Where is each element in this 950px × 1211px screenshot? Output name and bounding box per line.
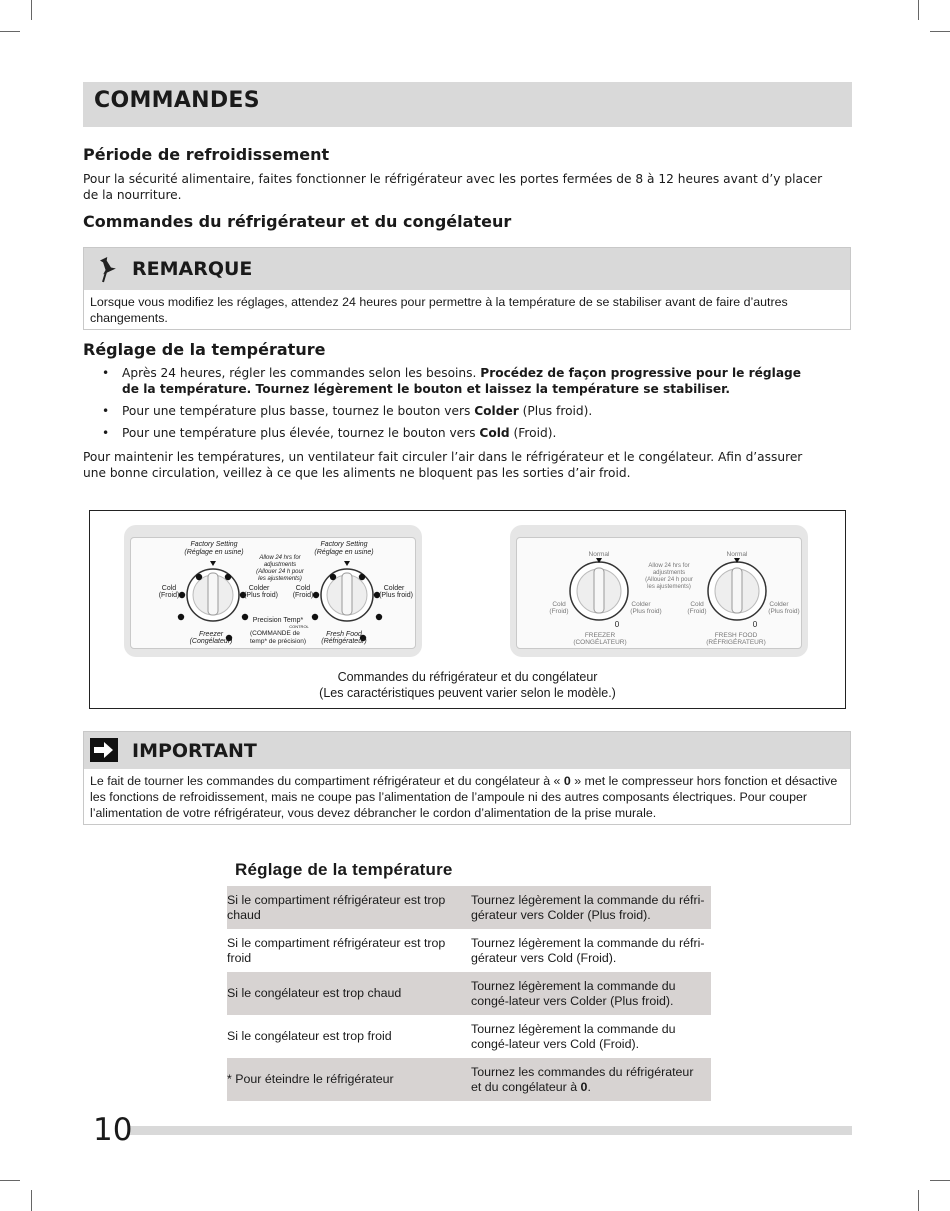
action-text: . <box>587 1080 591 1094</box>
table-row <box>227 1058 711 1101</box>
pushpin-icon <box>98 256 120 288</box>
page-title: COMMANDES <box>94 88 260 113</box>
note-header <box>84 248 850 290</box>
bullet-bold-text: Cold <box>479 426 510 440</box>
table-row <box>227 929 711 972</box>
zero-label: 0 <box>752 620 758 629</box>
factory-setting-label: Factory Setting <box>190 541 238 548</box>
bullet-text: Pour une température plus basse, tournez le bouton vers <box>122 404 475 418</box>
table-cell-condition: Si le compartiment réfrigérateur est trop chaud <box>227 886 465 929</box>
temperature-bullets <box>100 365 820 447</box>
temperature-heading: Réglage de la température <box>83 340 326 359</box>
colder-label: (Plus froid) <box>379 592 413 599</box>
cold-label: Cold <box>690 601 704 608</box>
footer-bar <box>128 1126 852 1135</box>
table-cell-condition: * Pour éteindre le réfrigérateur <box>227 1058 465 1101</box>
arrow-right-icon <box>90 738 118 766</box>
colder-label: Colder <box>769 601 789 608</box>
bullet-bold-text: Colder <box>474 404 519 418</box>
list-item <box>100 425 820 441</box>
colder-label: Colder <box>248 585 270 592</box>
bullet-text: (Froid). <box>509 426 557 440</box>
factory-setting-label: (Réglage en usine) <box>184 549 244 556</box>
bullet-text: Après 24 heures, régler les commandes selon les besoins. <box>122 366 481 380</box>
fresh-food-label: (RÉFRIGÉRATEUR) <box>706 639 766 646</box>
allow-label: Allow 24 hrs for adjustments <box>259 555 301 568</box>
precision-label: CONTROL <box>289 624 309 629</box>
freezer-label: (Congélateur) <box>189 638 233 645</box>
table-row <box>227 1015 711 1058</box>
table-cell-action: Tournez légèrement la commande du congé-lateur vers Colder (Plus froid). <box>465 972 711 1015</box>
table-title: Réglage de la température <box>235 860 453 879</box>
cold-label: (Froid) <box>158 592 180 599</box>
cooling-text: Pour la sécurité alimentaire, faites fonctionner le réfrigérateur avec les portes fermées de 8 à 12 heures avant d’y placer de la nourriture. <box>83 172 823 202</box>
important-title: IMPORTANT <box>132 740 257 762</box>
cold-label: Cold <box>552 601 566 608</box>
important-box <box>83 731 851 825</box>
bullet-bold-text: Procédez de façon progressive pour le réglage de la température. Tournez légèrement le bouton et laissez la température se stabiliser. <box>122 366 802 396</box>
fresh-food-label: Fresh Food <box>326 631 362 638</box>
crop-mark <box>31 0 32 20</box>
colder-label: Colder <box>383 585 405 592</box>
cold-label: (Froid) <box>549 608 569 615</box>
factory-setting-label: (Réglage en usine) <box>314 549 374 556</box>
temperature-table <box>227 886 711 1101</box>
crop-mark <box>0 1180 20 1181</box>
table-cell-condition: Si le congélateur est trop chaud <box>227 972 465 1015</box>
freezer-label: (CONGÉLATEUR) <box>573 639 627 646</box>
figure-caption-line: Commandes du réfrigérateur et du congélateur <box>337 670 598 684</box>
colder-label: (Plus froid) <box>630 608 662 615</box>
table-cell-action: Tournez légèrement la commande du congé-lateur vers Cold (Froid). <box>471 1021 676 1051</box>
crop-mark <box>930 31 950 32</box>
table-cell-action <box>465 1058 711 1101</box>
precision-label: Precision Temp* <box>252 617 304 624</box>
allow-label: (Allouer 24 h pour les ajustements) <box>645 577 693 590</box>
freezer-label: FREEZER <box>584 632 616 639</box>
fresh-food-label: (Réfrigérateur) <box>321 638 367 645</box>
cold-label: (Froid) <box>292 592 314 599</box>
figure-caption <box>90 669 845 701</box>
circulation-text: Pour maintenir les températures, un ventilateur fait circuler l’air dans le réfrigérateur et le congélateur. Afin d’assurer une bonne circulation, veillez à ce que les aliments ne bloquent pas les sorties d’air froid. <box>83 450 803 480</box>
freezer-label: Freezer <box>198 631 224 638</box>
cold-label: Cold <box>295 585 311 592</box>
action-bold: 0 <box>580 1080 588 1094</box>
factory-setting-label: Factory Setting <box>320 541 368 548</box>
important-text-part: » met le compresseur hors fonction et désactive les fonctions de refroidissement, mais ne coupe pas l’alimentation de l’ampoule ni des autres composants électriques. Pour couper l’alimentation de votre réfrigérateur, vous devez débrancher le cordon d’alimentation de la prise murale. <box>90 774 838 820</box>
controls-heading: Commandes du réfrigérateur et du congélateur <box>83 212 512 231</box>
figure-caption-line: (Les caractéristiques peuvent varier selon le modèle.) <box>319 686 616 700</box>
important-text-part: Le fait de tourner les commandes du compartiment réfrigérateur et du congélateur à « <box>90 774 564 788</box>
precision-control-panel <box>124 525 422 657</box>
crop-mark <box>918 1190 919 1211</box>
precision-label: (COMMANDE de temp* de précision) <box>250 630 306 645</box>
table-cell-action: Tournez légèrement la commande du réfri-gérateur vers Colder (Plus froid). <box>465 886 711 929</box>
page-number: 10 <box>93 1112 133 1148</box>
colder-label: (Plus froid) <box>244 592 278 599</box>
list-item <box>100 403 820 419</box>
crop-mark <box>930 1180 950 1181</box>
colder-label: (Plus froid) <box>768 608 800 615</box>
list-item <box>100 365 820 397</box>
table-cell-action: Tournez légèrement la commande du réfri-gérateur vers Cold (Froid). <box>471 935 705 965</box>
bullet-text: (Plus froid). <box>518 404 593 418</box>
table-row <box>227 972 711 1015</box>
important-text-bold: 0 <box>563 774 571 788</box>
table-cell-condition: Si le congélateur est trop froid <box>227 1029 392 1044</box>
important-text <box>84 769 850 824</box>
cooling-heading: Période de refroidissement <box>83 145 330 164</box>
zero-label: 0 <box>614 620 620 629</box>
allow-label: (Allouer 24 h pour les ajustements) <box>256 569 304 582</box>
crop-mark <box>0 31 20 32</box>
cold-label: Cold <box>161 585 177 592</box>
normal-label: Normal <box>726 551 748 558</box>
cold-label: (Froid) <box>687 608 707 615</box>
fresh-food-label: FRESH FOOD <box>714 632 758 639</box>
controls-figure <box>89 510 846 709</box>
note-text: Lorsque vous modifiez les réglages, attendez 24 heures pour permettre à la température de se stabiliser avant de faire d’autres changements. <box>90 295 788 325</box>
important-header <box>84 732 850 769</box>
action-text: Tournez les commandes du réfrigérateur et du congélateur à <box>471 1064 694 1094</box>
allow-label: Allow 24 hrs for adjustments <box>648 563 690 576</box>
table-cell-condition: Si le compartiment réfrigérateur est trop froid <box>227 935 446 965</box>
normal-label: Normal <box>588 551 610 558</box>
table-row <box>227 886 711 929</box>
note-title: REMARQUE <box>132 258 253 280</box>
crop-mark <box>31 1190 32 1211</box>
colder-label: Colder <box>631 601 651 608</box>
note-box <box>83 247 851 330</box>
crop-mark <box>918 0 919 20</box>
standard-control-panel <box>510 525 808 657</box>
bullet-text: Pour une température plus élevée, tournez le bouton vers <box>122 426 480 440</box>
